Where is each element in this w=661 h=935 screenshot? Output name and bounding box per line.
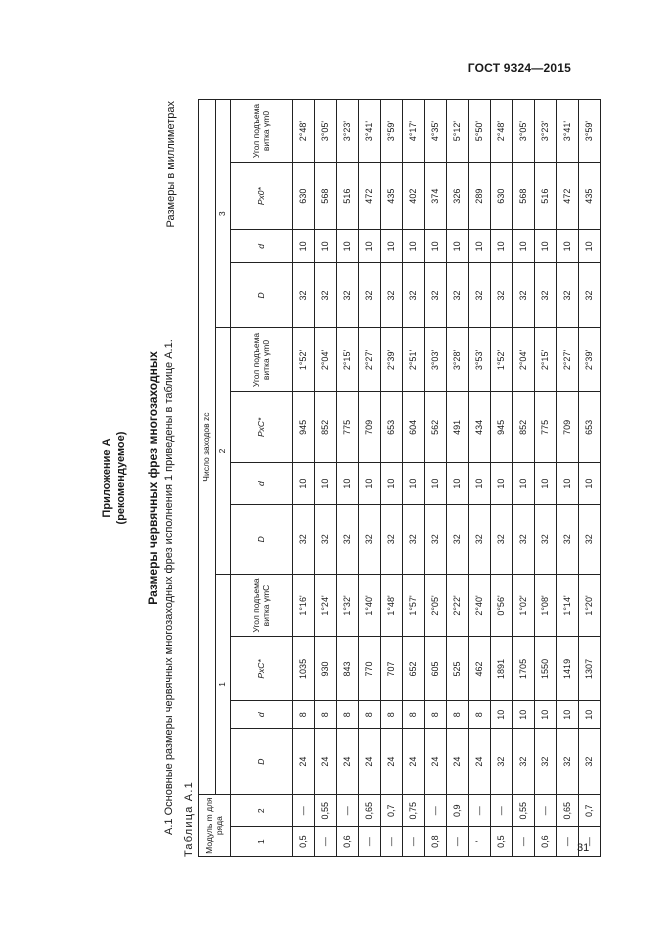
table-cell: 630 bbox=[491, 163, 513, 230]
table-cell: 32 bbox=[513, 505, 535, 575]
table-cell: 709 bbox=[359, 392, 381, 463]
table-cell: 10 bbox=[557, 463, 579, 505]
table-cell: 32 bbox=[359, 505, 381, 575]
table-cell: 3°41' bbox=[359, 100, 381, 163]
col-d-2: d bbox=[231, 463, 293, 505]
table-cell: 24 bbox=[381, 729, 403, 795]
table-cell: 32 bbox=[403, 263, 425, 328]
table-cell: 10 bbox=[535, 463, 557, 505]
table-cell: 525 bbox=[447, 637, 469, 701]
appendix-heading: Размеры червячных фрез многозаходных bbox=[146, 351, 160, 605]
table-cell: 32 bbox=[293, 505, 315, 575]
table-cell: 32 bbox=[491, 505, 513, 575]
table-cell: 1°57' bbox=[403, 574, 425, 637]
table-cell: 4°17' bbox=[403, 100, 425, 163]
table-cell: 10 bbox=[491, 230, 513, 263]
table-cell: 24 bbox=[403, 729, 425, 795]
table-cell: 10 bbox=[447, 230, 469, 263]
table-cell: 775 bbox=[535, 392, 557, 463]
table-cell: 3°28' bbox=[447, 328, 469, 392]
appendix-title: Приложение А bbox=[101, 438, 113, 518]
table-cell: 491 bbox=[447, 392, 469, 463]
table-cell: 24 bbox=[425, 729, 447, 795]
table-cell: 32 bbox=[315, 505, 337, 575]
table-cell: 10 bbox=[359, 230, 381, 263]
appendix-status: (рекомендуемое) bbox=[115, 431, 127, 525]
table-cell: 32 bbox=[557, 505, 579, 575]
table-cell: 0,55 bbox=[513, 795, 535, 827]
table-row bbox=[513, 100, 535, 857]
table-cell: 10 bbox=[381, 463, 403, 505]
table-cell: 3°23' bbox=[337, 100, 359, 163]
table-cell: 10 bbox=[579, 230, 601, 263]
table-cell: 10 bbox=[337, 463, 359, 505]
table-cell: 32 bbox=[359, 263, 381, 328]
table-cell: 1°20' bbox=[579, 574, 601, 637]
table-cell: 1°52' bbox=[293, 328, 315, 392]
table-cell: 3°59' bbox=[381, 100, 403, 163]
table-cell: 5°50' bbox=[469, 100, 491, 163]
table-cell: 10 bbox=[535, 230, 557, 263]
table-cell: 32 bbox=[469, 505, 491, 575]
table-cell: 8 bbox=[293, 701, 315, 729]
table-cell: 8 bbox=[359, 701, 381, 729]
table-cell: 568 bbox=[513, 163, 535, 230]
table-cell: 653 bbox=[579, 392, 601, 463]
table-cell: 10 bbox=[381, 230, 403, 263]
table-cell: 0,8 bbox=[425, 827, 447, 857]
table-cell: 2°40' bbox=[469, 574, 491, 637]
table-cell: 2°27' bbox=[557, 328, 579, 392]
table-cell: 1°16' bbox=[293, 574, 315, 637]
table-cell: 0°56' bbox=[491, 574, 513, 637]
table-cell: — bbox=[425, 795, 447, 827]
col-angle-1: Угол подъема витка γmC bbox=[231, 574, 293, 637]
table-cell: 10 bbox=[337, 230, 359, 263]
table-cell: 10 bbox=[315, 463, 337, 505]
table-cell: 1891 bbox=[491, 637, 513, 701]
table-row bbox=[403, 100, 425, 857]
table-cell: 3°59' bbox=[579, 100, 601, 163]
table-cell: ' bbox=[469, 827, 491, 857]
table-row bbox=[535, 100, 557, 857]
table-cell: — bbox=[535, 795, 557, 827]
table-cell: 10 bbox=[425, 230, 447, 263]
table-row bbox=[359, 100, 381, 857]
table-cell: 0,6 bbox=[337, 827, 359, 857]
table-cell: 2°51' bbox=[403, 328, 425, 392]
table-cell: 3°53' bbox=[469, 328, 491, 392]
table-cell: 707 bbox=[381, 637, 403, 701]
table-cell: 24 bbox=[337, 729, 359, 795]
table-cell: 775 bbox=[337, 392, 359, 463]
table-cell: 2°04' bbox=[315, 328, 337, 392]
table-cell: 945 bbox=[491, 392, 513, 463]
table-cell: 2°39' bbox=[381, 328, 403, 392]
table-cell: 930 bbox=[315, 637, 337, 701]
table-cell: 2°15' bbox=[535, 328, 557, 392]
table-cell: 605 bbox=[425, 637, 447, 701]
table-cell: 32 bbox=[535, 729, 557, 795]
table-cell: 434 bbox=[469, 392, 491, 463]
table-cell: 10 bbox=[293, 230, 315, 263]
table-cell: 8 bbox=[337, 701, 359, 729]
table-cell: 10 bbox=[513, 463, 535, 505]
table-cell: 852 bbox=[315, 392, 337, 463]
table-cell: 0,7 bbox=[381, 795, 403, 827]
table-cell: 10 bbox=[557, 230, 579, 263]
table-cell: 0,75 bbox=[403, 795, 425, 827]
table-cell: 326 bbox=[447, 163, 469, 230]
table-cell: 0,6 bbox=[535, 827, 557, 857]
table-cell: 2°39' bbox=[579, 328, 601, 392]
table-cell: 852 bbox=[513, 392, 535, 463]
table-cell: 2°04' bbox=[513, 328, 535, 392]
table-cell: 3°05' bbox=[315, 100, 337, 163]
table-cell: — bbox=[513, 827, 535, 857]
dimensions-table bbox=[198, 99, 601, 857]
intro-paragraph: А.1 Основные размеры червячных многозаходных фрез исполнения 1 приведены в таблице А.1. bbox=[163, 339, 175, 835]
table-row bbox=[469, 100, 491, 857]
col-D-3: D bbox=[231, 263, 293, 328]
table-cell: 10 bbox=[513, 230, 535, 263]
table-cell: — bbox=[315, 827, 337, 857]
starts-header: Число заходов zc bbox=[199, 100, 216, 795]
table-cell: 32 bbox=[535, 263, 557, 328]
table-cell: 32 bbox=[579, 263, 601, 328]
table-cell: 10 bbox=[403, 230, 425, 263]
table-cell: 0,65 bbox=[359, 795, 381, 827]
table-cell: 8 bbox=[315, 701, 337, 729]
table-row bbox=[293, 100, 315, 857]
table-cell: 8 bbox=[469, 701, 491, 729]
table-row bbox=[381, 100, 403, 857]
col-D-2: D bbox=[231, 505, 293, 575]
table-cell: 435 bbox=[381, 163, 403, 230]
table-cell: 652 bbox=[403, 637, 425, 701]
table-cell: 10 bbox=[491, 701, 513, 729]
table-row bbox=[579, 100, 601, 857]
table-cell: 10 bbox=[425, 463, 447, 505]
table-cell: 1°14' bbox=[557, 574, 579, 637]
table-row bbox=[447, 100, 469, 857]
table-cell: 32 bbox=[557, 729, 579, 795]
table-cell: 472 bbox=[359, 163, 381, 230]
table-cell: 32 bbox=[469, 263, 491, 328]
table-cell: 3°23' bbox=[535, 100, 557, 163]
col-angle-3: Угол подъема витка γm0 bbox=[231, 100, 293, 163]
units-note: Размеры в миллиметрах bbox=[165, 101, 177, 228]
table-cell: 630 bbox=[293, 163, 315, 230]
row1-header: 1 bbox=[231, 827, 293, 857]
group-2-header: 2 bbox=[216, 328, 231, 574]
table-row bbox=[557, 100, 579, 857]
table-cell: 0,5 bbox=[491, 827, 513, 857]
table-cell: — bbox=[469, 795, 491, 827]
table-cell: 3°41' bbox=[557, 100, 579, 163]
table-cell: — bbox=[381, 827, 403, 857]
col-pitch-2: PxC* bbox=[231, 392, 293, 463]
table-cell: 32 bbox=[425, 505, 447, 575]
row2-header: 2 bbox=[231, 795, 293, 827]
table-cell: 8 bbox=[447, 701, 469, 729]
table-cell: 32 bbox=[337, 505, 359, 575]
table-cell: 0,5 bbox=[293, 827, 315, 857]
table-cell: 24 bbox=[293, 729, 315, 795]
rotated-content bbox=[95, 99, 595, 857]
table-cell: 1°24' bbox=[315, 574, 337, 637]
table-cell: — bbox=[403, 827, 425, 857]
table-cell: 10 bbox=[293, 463, 315, 505]
table-row bbox=[425, 100, 447, 857]
table-cell: 472 bbox=[557, 163, 579, 230]
table-cell: 1307 bbox=[579, 637, 601, 701]
table-cell: 10 bbox=[403, 463, 425, 505]
table-cell: — bbox=[491, 795, 513, 827]
table-cell: 709 bbox=[557, 392, 579, 463]
table-caption: Таблица А.1 bbox=[183, 781, 195, 857]
table-cell: 462 bbox=[469, 637, 491, 701]
table-cell: — bbox=[579, 827, 601, 857]
table-cell: 402 bbox=[403, 163, 425, 230]
table-cell: 32 bbox=[513, 729, 535, 795]
table-cell: 10 bbox=[535, 701, 557, 729]
table-cell: 516 bbox=[535, 163, 557, 230]
table-cell: — bbox=[293, 795, 315, 827]
table-cell: 3°05' bbox=[513, 100, 535, 163]
table-cell: 1705 bbox=[513, 637, 535, 701]
table-cell: 32 bbox=[579, 729, 601, 795]
table-cell: 1°52' bbox=[491, 328, 513, 392]
module-header: Модуль m для ряда bbox=[199, 795, 231, 857]
table-cell: 8 bbox=[403, 701, 425, 729]
table-cell: 1°08' bbox=[535, 574, 557, 637]
table-cell: 32 bbox=[491, 729, 513, 795]
table-cell: 568 bbox=[315, 163, 337, 230]
table-cell: 32 bbox=[425, 263, 447, 328]
table-cell: 0,9 bbox=[447, 795, 469, 827]
table-cell: 32 bbox=[381, 263, 403, 328]
table-cell: 10 bbox=[579, 463, 601, 505]
table-cell: 3°03' bbox=[425, 328, 447, 392]
table-cell: 10 bbox=[491, 463, 513, 505]
table-cell: 374 bbox=[425, 163, 447, 230]
table-cell: 5°12' bbox=[447, 100, 469, 163]
table-cell: 32 bbox=[381, 505, 403, 575]
table-cell: 289 bbox=[469, 163, 491, 230]
table-cell: 653 bbox=[381, 392, 403, 463]
table-cell: 1°02' bbox=[513, 574, 535, 637]
table-cell: 562 bbox=[425, 392, 447, 463]
table-cell: 10 bbox=[469, 230, 491, 263]
col-D-1: D bbox=[231, 729, 293, 795]
table-cell: 24 bbox=[359, 729, 381, 795]
table-row bbox=[315, 100, 337, 857]
table-cell: 32 bbox=[579, 505, 601, 575]
table-cell: 32 bbox=[447, 505, 469, 575]
group-3-header: 3 bbox=[216, 100, 231, 329]
table-cell: 435 bbox=[579, 163, 601, 230]
table-cell: 24 bbox=[447, 729, 469, 795]
table-cell: 4°35' bbox=[425, 100, 447, 163]
table-cell: 2°05' bbox=[425, 574, 447, 637]
table-cell: 1419 bbox=[557, 637, 579, 701]
table-cell: 10 bbox=[315, 230, 337, 263]
table-cell: 32 bbox=[337, 263, 359, 328]
table-cell: 32 bbox=[491, 263, 513, 328]
table-cell: 2°48' bbox=[491, 100, 513, 163]
table-cell: 24 bbox=[315, 729, 337, 795]
table-cell: 10 bbox=[513, 701, 535, 729]
col-d-3: d bbox=[231, 230, 293, 263]
col-d-1: d bbox=[231, 701, 293, 729]
table-cell: 0,7 bbox=[579, 795, 601, 827]
group-1-header: 1 bbox=[216, 574, 231, 795]
table-cell: 2°48' bbox=[293, 100, 315, 163]
table-cell: 10 bbox=[469, 463, 491, 505]
table-row bbox=[491, 100, 513, 857]
table-cell: 2°15' bbox=[337, 328, 359, 392]
table-cell: 843 bbox=[337, 637, 359, 701]
table-cell: 770 bbox=[359, 637, 381, 701]
table-cell: — bbox=[557, 827, 579, 857]
col-angle-2: Угол подъема витка γm0 bbox=[231, 328, 293, 392]
table-cell: 24 bbox=[469, 729, 491, 795]
table-cell: 945 bbox=[293, 392, 315, 463]
table-cell: 1035 bbox=[293, 637, 315, 701]
table-cell: — bbox=[337, 795, 359, 827]
table-cell: 10 bbox=[447, 463, 469, 505]
table-cell: — bbox=[359, 827, 381, 857]
table-cell: 10 bbox=[557, 701, 579, 729]
table-cell: 32 bbox=[293, 263, 315, 328]
table-cell: 1°32' bbox=[337, 574, 359, 637]
page-number: 31 bbox=[577, 842, 590, 854]
table-cell: 32 bbox=[535, 505, 557, 575]
table-cell: 2°27' bbox=[359, 328, 381, 392]
col-pitch-1: PxC* bbox=[231, 637, 293, 701]
table-cell: 0,65 bbox=[557, 795, 579, 827]
table-cell: 1°40' bbox=[359, 574, 381, 637]
table-cell: 32 bbox=[513, 263, 535, 328]
table-cell: 32 bbox=[447, 263, 469, 328]
table-cell: 2°22' bbox=[447, 574, 469, 637]
table-cell: 0,55 bbox=[315, 795, 337, 827]
page-header-standard: ГОСТ 9324—2015 bbox=[467, 61, 571, 75]
table-row bbox=[337, 100, 359, 857]
table-cell: 516 bbox=[337, 163, 359, 230]
table-cell: 32 bbox=[403, 505, 425, 575]
table-cell: 10 bbox=[359, 463, 381, 505]
table-cell: 8 bbox=[425, 701, 447, 729]
table-cell: — bbox=[447, 827, 469, 857]
table-cell: 604 bbox=[403, 392, 425, 463]
table-cell: 8 bbox=[381, 701, 403, 729]
table-cell: 1550 bbox=[535, 637, 557, 701]
table-cell: 1°48' bbox=[381, 574, 403, 637]
table-cell: 32 bbox=[315, 263, 337, 328]
table-cell: 32 bbox=[557, 263, 579, 328]
table-cell: 10 bbox=[579, 701, 601, 729]
col-pitch-3: Px0* bbox=[231, 163, 293, 230]
